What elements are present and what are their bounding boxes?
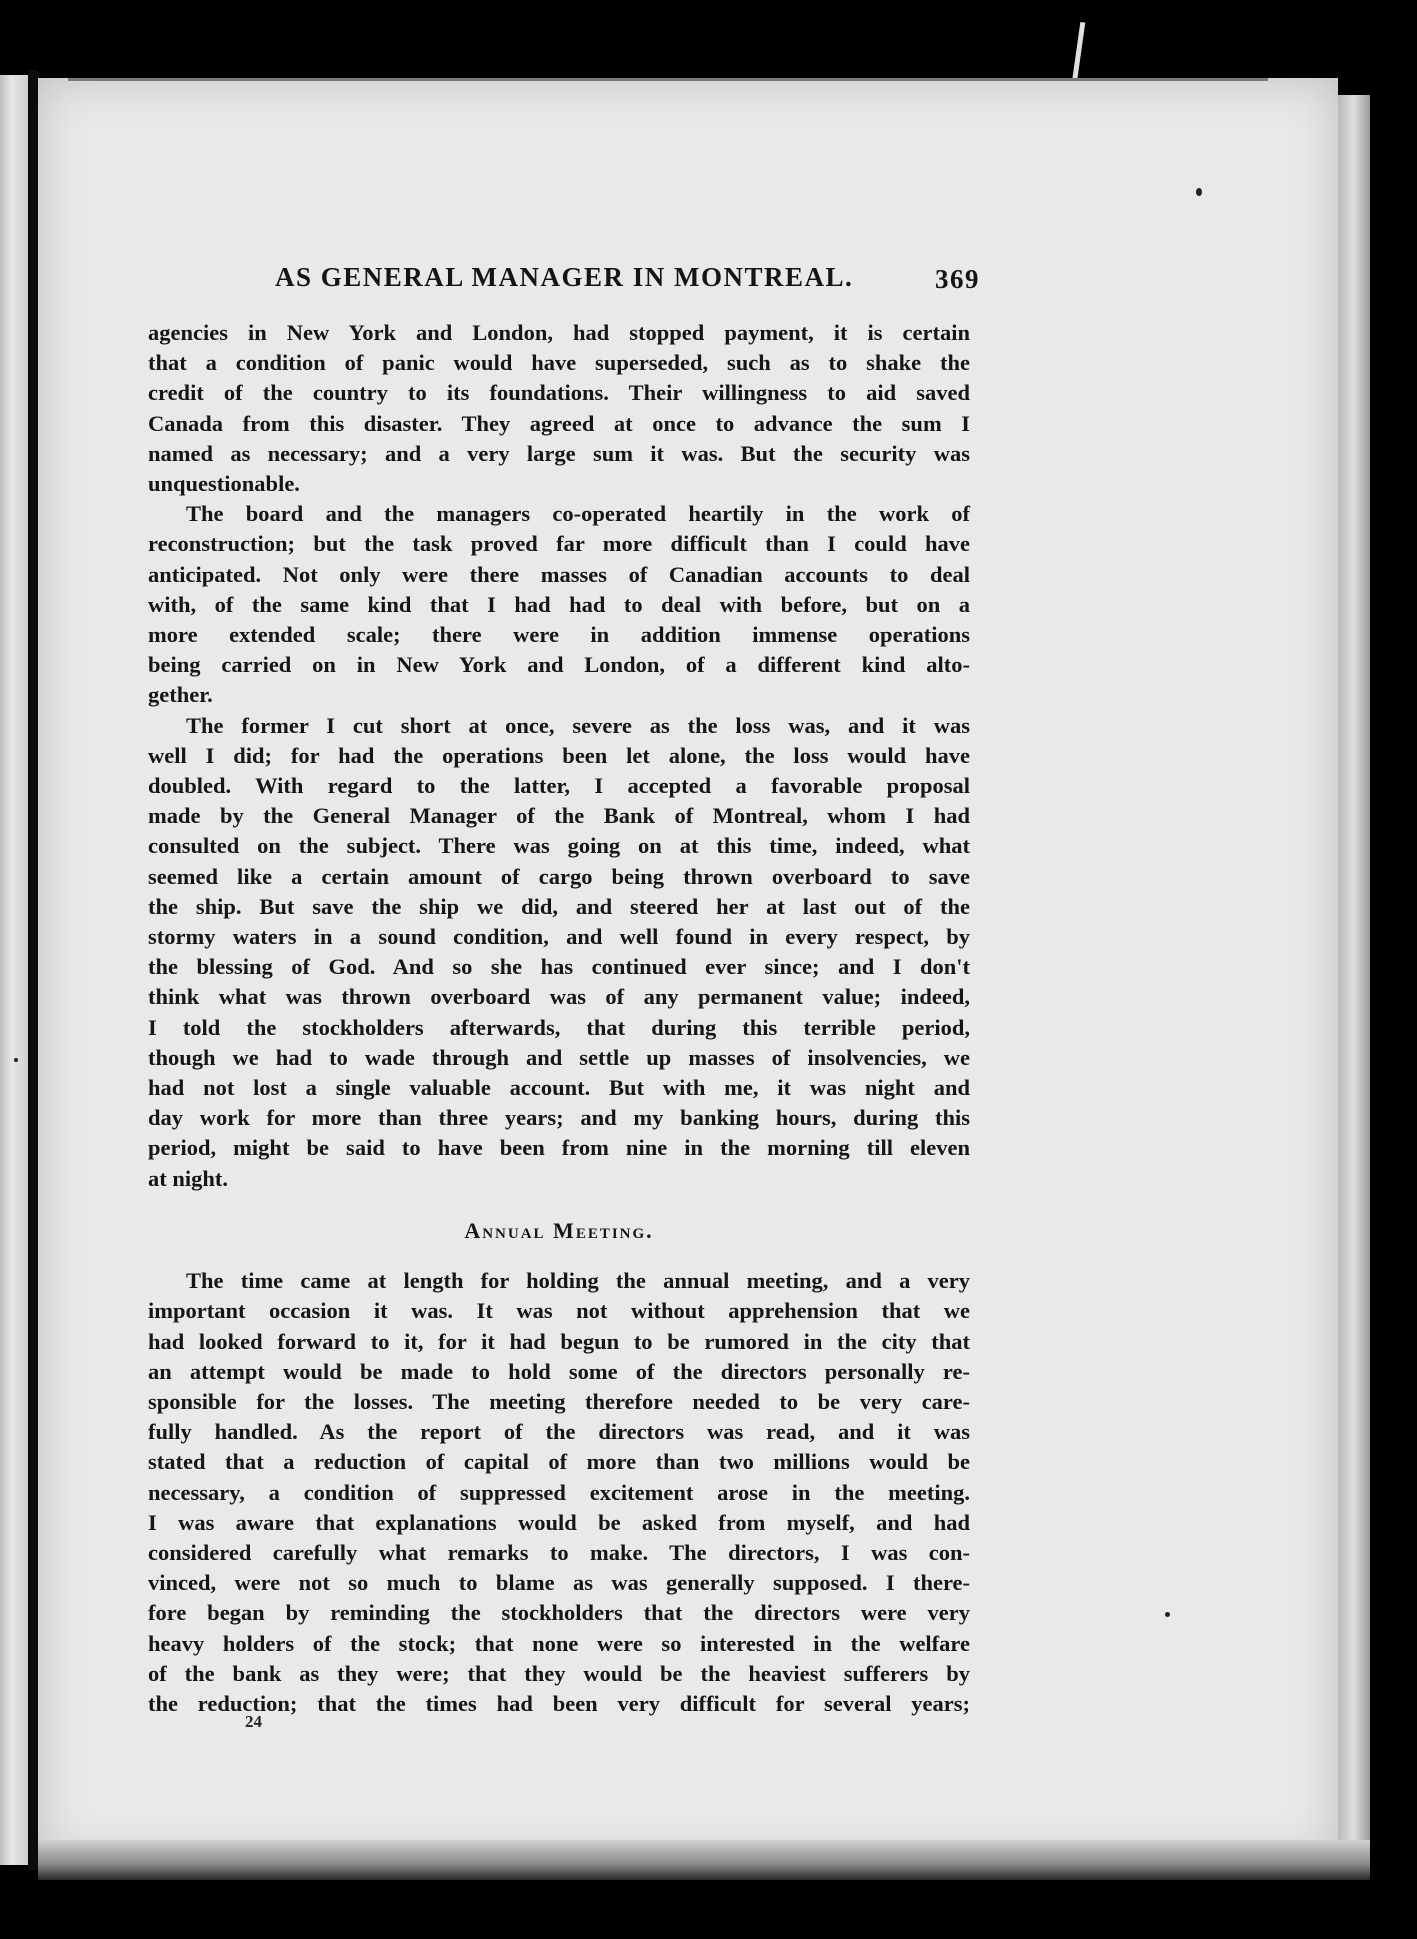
- text-line: the blessing of God. And so she has continued ever since; and I don't: [148, 954, 970, 980]
- text-line: had not lost a single valuable account. But with me, it was night and: [148, 1075, 970, 1101]
- page-top-edge: [68, 78, 1268, 81]
- text-line: well I did; for had the operations been let alone, the loss would have: [148, 742, 970, 768]
- text-line: that a condition of panic would have superseded, such as to shake the: [148, 350, 970, 376]
- text-line: anticipated. Not only were there masses of Canadian accounts to deal: [148, 561, 970, 587]
- text-line: consulted on the subject. There was going on at this time, indeed, what: [148, 833, 970, 859]
- text-line: named as necessary; and a very large sum it was. But the security was: [148, 440, 970, 466]
- text-line: at night.: [148, 1165, 229, 1191]
- signature-mark: 24: [245, 1712, 262, 1731]
- text-line: the ship. But save the ship we did, and steered her at last out of the: [148, 893, 970, 919]
- page-number: 369: [935, 264, 980, 294]
- text-line: Canada from this disaster. They agreed at once to advance the sum I: [148, 410, 970, 436]
- text-line: more extended scale; there were in addition immense operations: [148, 622, 970, 648]
- text-line: doubled. With regard to the latter, I accepted a favorable proposal: [148, 773, 970, 799]
- paragraph: [148, 711, 970, 1194]
- text-line: fully handled. As the report of the directors was read, and it was: [148, 1419, 970, 1445]
- text-line: seemed like a certain amount of cargo being thrown overboard to save: [148, 863, 970, 889]
- text-line: made by the General Manager of the Bank of Montreal, whom I had: [148, 803, 970, 829]
- text-line: gether.: [148, 682, 213, 708]
- text-line: with, of the same kind that I had had to deal with before, but on a: [148, 591, 970, 617]
- text-line: The time came at length for holding the annual meeting, and a very: [186, 1268, 970, 1294]
- body-text: [148, 318, 970, 1719]
- paragraph: [148, 318, 970, 499]
- text-line: period, might be said to have been from nine in the morning till eleven: [148, 1135, 970, 1161]
- gutter-shadow: [28, 70, 38, 1870]
- text-line: stormy waters in a sound condition, and well found in every respect, by: [148, 924, 970, 950]
- ink-speck: [14, 1058, 18, 1062]
- text-line: The board and the managers co-operated heartily in the work of: [186, 501, 970, 527]
- text-line: unquestionable.: [148, 471, 300, 497]
- section-heading: Annual Meeting.: [464, 1217, 654, 1243]
- page-bottom-edge: [38, 1840, 1370, 1880]
- scan-mark: [1072, 22, 1086, 84]
- text-line: the reduction; that the times had been very difficult for several years;: [148, 1690, 970, 1716]
- paragraph: [148, 499, 970, 710]
- text-line: credit of the country to its foundations. Their willingness to aid saved: [148, 380, 970, 406]
- text-line: an attempt would be made to hold some of the directors personally re-: [148, 1358, 970, 1384]
- ink-speck: [1196, 188, 1202, 196]
- text-line: necessary, a condition of suppressed excitement arose in the meeting.: [148, 1479, 970, 1505]
- text-line: of the bank as they were; that they would be the heaviest sufferers by: [148, 1660, 970, 1686]
- text-line: day work for more than three years; and my banking hours, during this: [148, 1105, 970, 1131]
- running-title: AS GENERAL MANAGER IN MONTREAL.: [275, 262, 854, 292]
- text-line: considered carefully what remarks to make. The directors, I was con-: [148, 1539, 970, 1565]
- text-line: being carried on in New York and London, of a different kind alto-: [148, 652, 970, 678]
- text-line: vinced, were not so much to blame as was generally supposed. I there-: [148, 1570, 970, 1596]
- text-line: I was aware that explanations would be asked from myself, and had: [148, 1509, 970, 1535]
- text-line: though we had to wade through and settle up masses of insolvencies, we: [148, 1044, 970, 1070]
- text-line: reconstruction; but the task proved far more difficult than I could have: [148, 531, 970, 557]
- page-right-edge: [1338, 95, 1370, 1865]
- paragraph: [148, 1266, 970, 1719]
- ink-speck: [1165, 1612, 1170, 1617]
- text-line: stated that a reduction of capital of more than two millions would be: [148, 1449, 970, 1475]
- previous-page-edge: [0, 75, 28, 1865]
- text-line: I told the stockholders afterwards, that during this terrible period,: [148, 1014, 970, 1040]
- text-line: The former I cut short at once, severe as the loss was, and it was: [186, 712, 970, 738]
- text-line: heavy holders of the stock; that none were so interested in the welfare: [148, 1630, 970, 1656]
- text-line: fore began by reminding the stockholders that the directors were very: [148, 1600, 970, 1626]
- text-line: had looked forward to it, for it had begun to be rumored in the city that: [148, 1328, 970, 1354]
- text-line: important occasion it was. It was not without apprehension that we: [148, 1298, 970, 1324]
- text-line: agencies in New York and London, had stopped payment, it is certain: [148, 320, 970, 345]
- text-line: sponsible for the losses. The meeting therefore needed to be very care-: [148, 1388, 970, 1414]
- text-line: think what was thrown overboard was of any permanent value; indeed,: [148, 984, 970, 1010]
